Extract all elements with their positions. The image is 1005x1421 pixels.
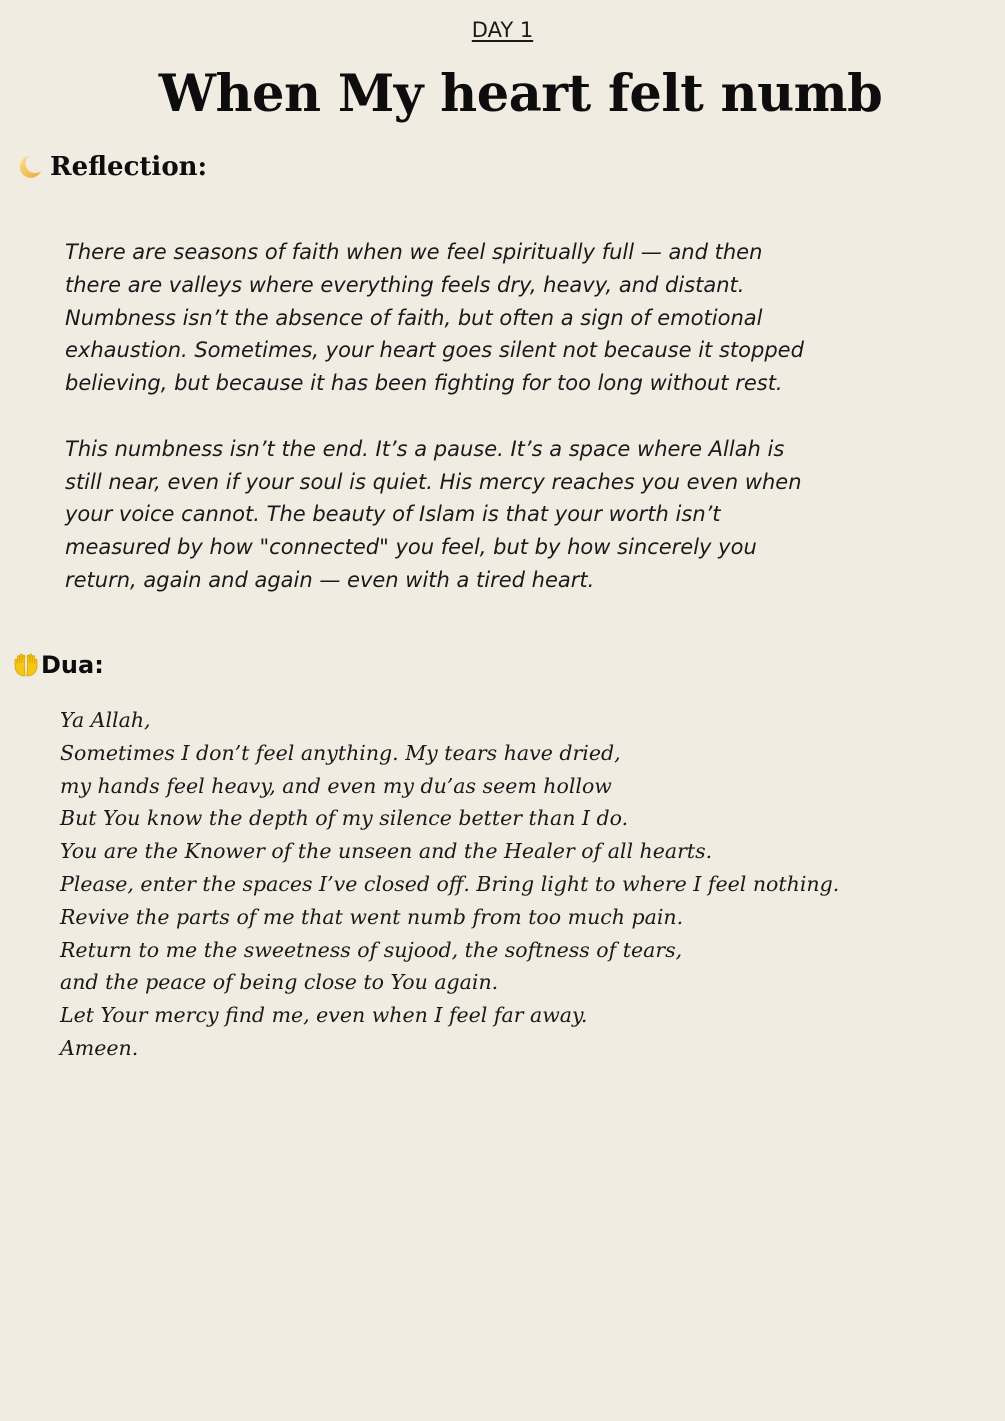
reflection-paragraph-2 — [65, 433, 895, 597]
reflection-paragraph-1 — [65, 236, 895, 400]
dua-line: Sometimes I don’t feel anything. My tears have dried, — [60, 740, 621, 765]
reflection-line: measured by how "connected" you feel, but by how sincerely you — [65, 535, 757, 560]
reflection-line: Numbness isn’t the absence of faith, but often a sign of emotional — [65, 305, 763, 330]
dua-heading — [13, 651, 104, 679]
dua-line: my hands feel heavy, and even my du’as seem hollow — [60, 773, 612, 798]
reflection-line: there are valleys where everything feels dry, heavy, and distant. — [65, 272, 745, 297]
reflection-line: still near, even if your soul is quiet. His mercy reaches you even when — [65, 469, 802, 494]
crescent-moon-icon — [16, 152, 46, 182]
reflection-line: There are seasons of faith when we feel spiritually full — and then — [65, 240, 763, 264]
day-label: DAY 1 — [471, 18, 534, 42]
dua-line: Return to me the sweetness of sujood, the softness of tears, — [60, 937, 683, 962]
dua-line: Ya Allah, — [60, 708, 151, 732]
dua-line: Let Your mercy find me, even when I feel far away. — [60, 1003, 588, 1028]
page-title: When My heart felt numb — [158, 64, 883, 124]
palms-up-hands-icon — [13, 652, 39, 678]
reflection-line: return, again and again — even with a tired heart. — [65, 567, 595, 592]
dua-line: Revive the parts of me that went numb from too much pain. — [60, 904, 684, 929]
dua-line: You are the Knower of the unseen and the Healer of all hearts. — [60, 839, 713, 864]
reflection-line: exhaustion. Sometimes, your heart goes silent not because it stopped — [65, 338, 804, 363]
reflection-heading-label: Reflection: — [50, 152, 208, 182]
dua-line: Please, enter the spaces I’ve closed off. Bring light to where I feel nothing. — [60, 871, 840, 896]
dua-line: Ameen. — [60, 1035, 139, 1060]
dua-line: and the peace of being close to You again. — [60, 970, 499, 995]
reflection-line: your voice cannot. The beauty of Islam is that your worth isn’t — [65, 502, 721, 527]
reflection-body — [65, 236, 895, 597]
dua-body — [60, 704, 920, 1065]
reflection-heading — [16, 152, 207, 182]
reflection-line: believing, but because it has been fighting for too long without rest. — [65, 371, 783, 396]
reflection-line: This numbness isn’t the end. It’s a pause. It’s a space where Allah is — [65, 436, 785, 461]
dua-heading-label: Dua: — [41, 651, 104, 679]
dua-line: But You know the depth of my silence better than I do. — [60, 806, 629, 831]
